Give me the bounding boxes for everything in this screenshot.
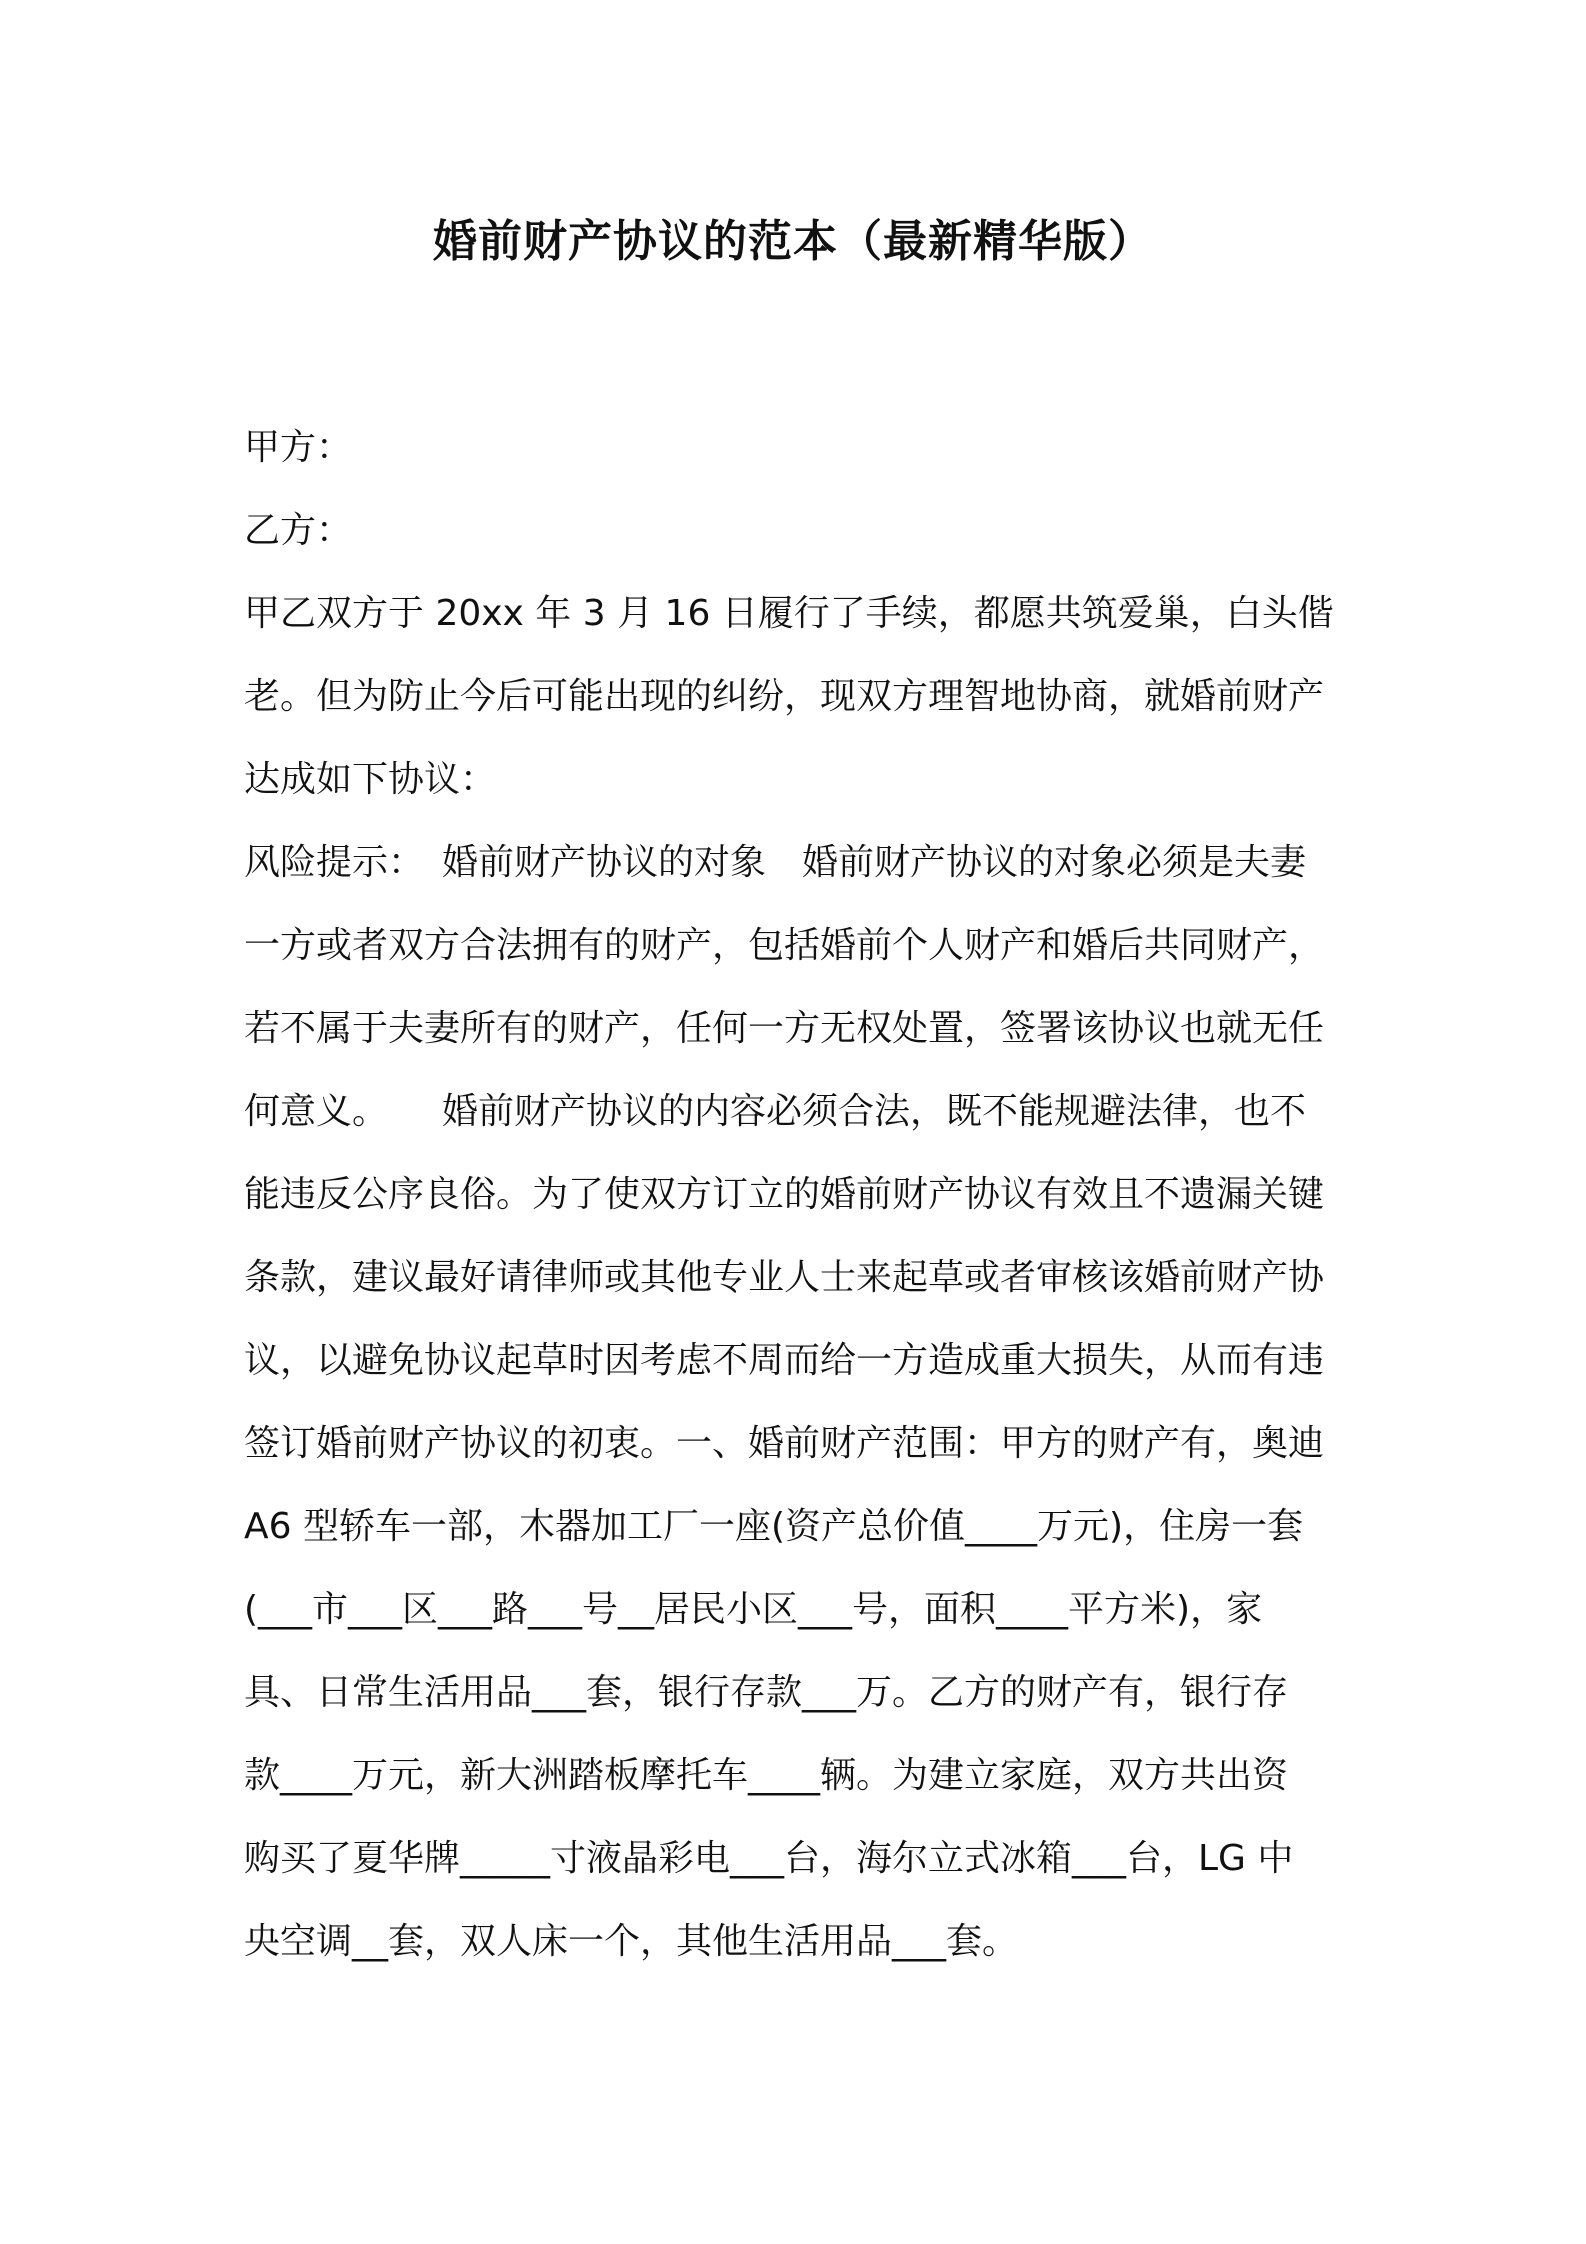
body-line: 若不属于夫妻所有的财产，任何一方无权处置，签署该协议也就无任 [244,1008,1325,1049]
party-a-line: 甲方： [244,427,353,468]
body-line: 老。但为防止今后可能出现的纠纷，现双方理智地协商，就婚前财产 [244,676,1325,717]
body-line: 风险提示： 婚前财产协议的对象 婚前财产协议的对象必须是夫妻 [244,842,1307,883]
body-line: 议，以避免协议起草时因考虑不周而给一方造成重大损失，从而有违 [244,1340,1325,1381]
body-line: 甲乙双方于 20xx 年 3 月 16 日履行了手续，都愿共筑爱巢，白头偕 [244,593,1334,634]
body-line: 达成如下协议： [244,759,497,800]
body-line: 款____万元，新大洲踏板摩托车____辆。为建立家庭，双方共出资 [244,1755,1289,1796]
document-body [244,406,1354,1983]
document-title: 婚前财产协议的范本（最新精华版） [433,216,1153,267]
body-line: 条款，建议最好请律师或其他专业人士来起草或者审核该婚前财产协 [244,1257,1325,1298]
body-line: 一方或者双方合法拥有的财产，包括婚前个人财产和婚后共同财产， [244,925,1325,966]
body-line: A6 型轿车一部，木器加工厂一座(资产总价值____万元)，住房一套 [244,1506,1304,1547]
body-line: 具、日常生活用品___套，银行存款___万。乙方的财产有，银行存 [244,1672,1289,1713]
body-line: 能违反公序良俗。为了使双方订立的婚前财产协议有效且不遗漏关键 [244,1174,1325,1215]
party-b-line: 乙方： [244,510,353,551]
body-line: 何意义。 婚前财产协议的内容必须合法，既不能规避法律，也不 [244,1091,1307,1132]
body-line: 购买了夏华牌_____寸液晶彩电___台，海尔立式冰箱___台，LG 中 [244,1838,1294,1879]
body-line: 签订婚前财产协议的初衷。一、婚前财产范围：甲方的财产有，奥迪 [244,1423,1325,1464]
body-line: (___市___区___路___号__居民小区___号，面积____平方米)，家 [244,1589,1263,1630]
body-line: 央空调__套，双人床一个，其他生活用品___套。 [244,1921,1019,1962]
